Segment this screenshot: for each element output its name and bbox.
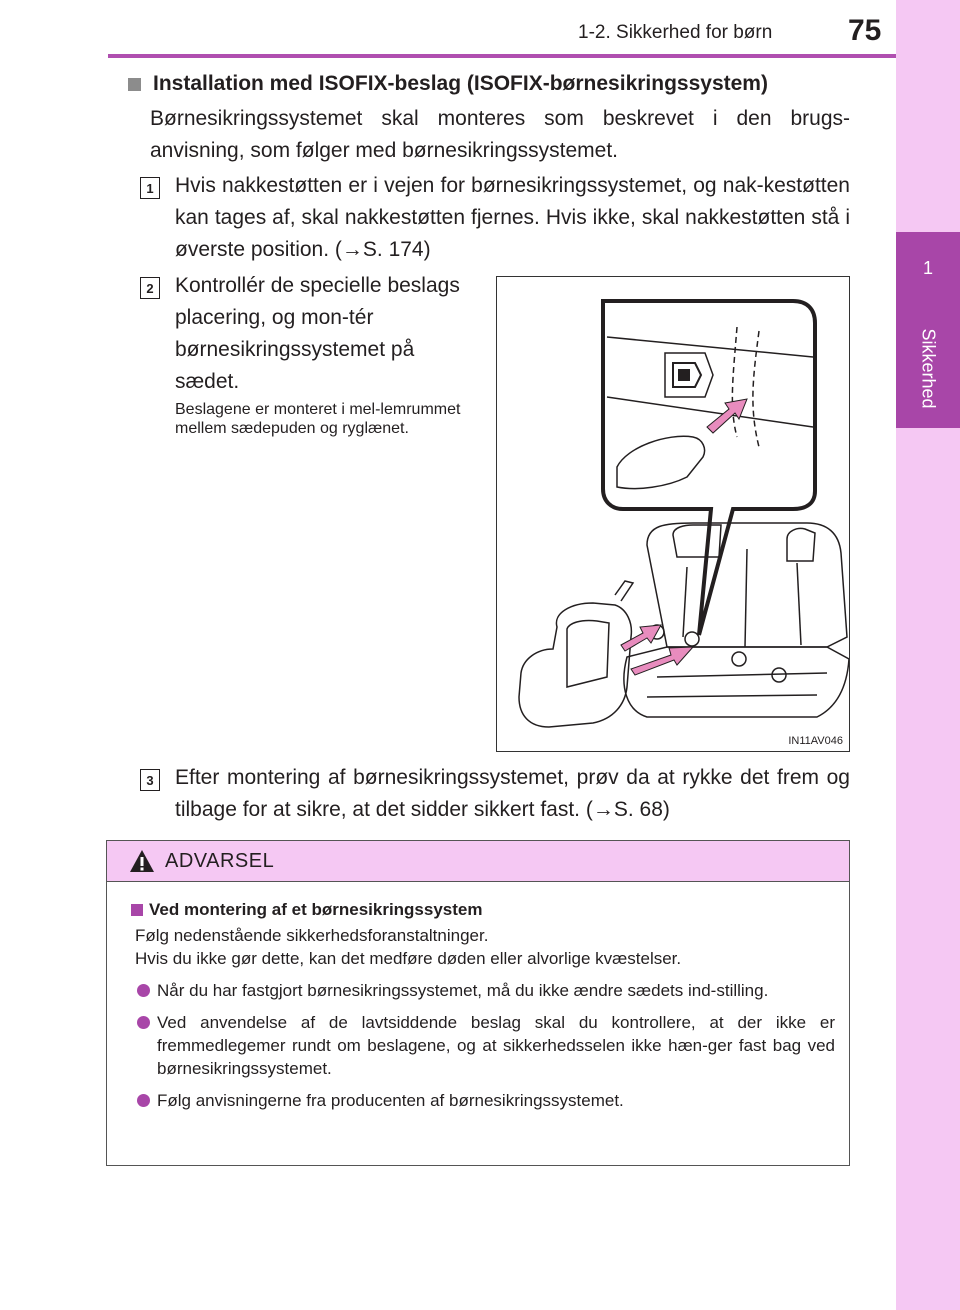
step-2-note: Beslagene er monteret i mel-lemrummet mellem sædepuden og ryglænet. xyxy=(175,401,461,437)
warning-intro-line: Hvis du ikke gør dette, kan det medføre døden eller alvorlige kvæstelser. xyxy=(135,949,682,968)
warning-bullet-text: Når du har fastgjort børnesikringssystemet, må du ikke ændre sædets ind-stilling. xyxy=(157,981,769,1000)
bullet-dot-icon xyxy=(137,1016,150,1029)
bullet-dot-icon xyxy=(137,1094,150,1107)
header-rule xyxy=(108,54,896,58)
step-2-number: 2 xyxy=(140,277,160,299)
warning-box xyxy=(106,840,850,1166)
chapter-name-wrapper xyxy=(896,318,960,418)
heading-text: Installation med ISOFIX-beslag (ISOFIX-børnesikringssystem) xyxy=(153,72,768,95)
page-number: 75 xyxy=(848,14,882,47)
warning-bullet xyxy=(131,1011,839,1080)
square-bullet-icon xyxy=(128,78,141,91)
warning-title: ADVARSEL xyxy=(165,849,275,872)
warning-intro xyxy=(135,924,839,970)
bullet-dot-icon xyxy=(137,984,150,997)
chapter-name: Sikkerhed xyxy=(918,327,939,409)
warning-bullet-text: Ved anvendelse af de lavtsiddende beslag skal du kontrollere, at der ikke er fremmedlegemer rundt om beslagene, og at sikkerhedsselen ikke hæn-ger fast bag ved børnesikringssystemet. xyxy=(157,1013,835,1078)
step-3-number: 3 xyxy=(140,769,160,791)
section-heading xyxy=(128,72,768,96)
square-bullet-icon xyxy=(131,904,143,916)
step-3-text: Efter montering af børnesikringssystemet, prøv da at rykke det frem og tilbage for at sikre, at det sidder sikkert fast. (→S. 68) xyxy=(175,766,850,821)
warning-bullet xyxy=(131,1089,839,1112)
figure-code: IN11AV046 xyxy=(788,735,843,747)
chapter-side-tab xyxy=(896,0,960,1310)
rear-seat-isofix-drawing xyxy=(497,277,850,752)
warning-bullet xyxy=(131,979,839,1002)
chapter-number: 1 xyxy=(922,258,933,278)
warning-heading xyxy=(131,900,839,920)
section-title: 1-2. Sikkerhed for børn xyxy=(578,22,773,43)
warning-heading-text: Ved montering af et børnesikringssystem xyxy=(149,900,483,919)
warning-body xyxy=(107,882,849,1112)
step-1-number: 1 xyxy=(140,177,160,199)
isofix-illustration xyxy=(496,276,850,752)
warning-header xyxy=(107,841,849,882)
warning-triangle-icon xyxy=(129,849,155,873)
intro-paragraph: Børnesikringssystemet skal monteres som beskrevet i den brugs-anvisning, som følger med børnesikringssystemet. xyxy=(150,107,850,162)
warning-intro-line: Følg nedenstående sikkerhedsforanstaltninger. xyxy=(135,926,489,945)
warning-bullet-text: Følg anvisningerne fra producenten af børnesikringssystemet. xyxy=(157,1091,624,1110)
step-2-text: Kontrollér de specielle beslags placering, og mon-tér børnesikringssystemet på sædet. xyxy=(175,274,460,393)
step-1-text: Hvis nakkestøtten er i vejen for børnesikringssystemet, og nak-kestøtten kan tages af, skal nakkestøtten fjernes. Hvis ikke, skal nakkestøtten stå i øverste position. (→S. 174) xyxy=(175,174,850,261)
